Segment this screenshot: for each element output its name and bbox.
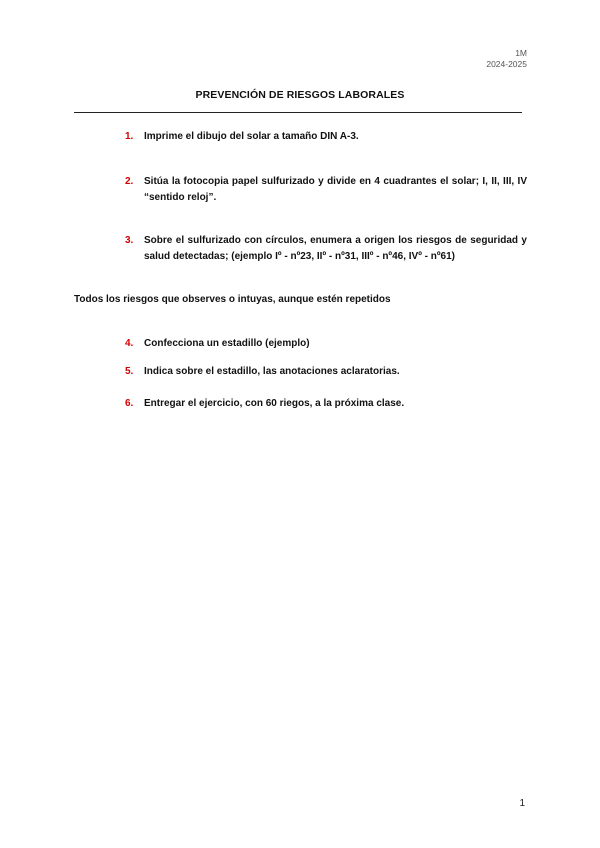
list-item-number: 5.: [125, 366, 134, 377]
note-text: Todos los riesgos que observes o intuyas, aunque estén repetidos: [74, 294, 391, 305]
list-item-number: 3.: [125, 235, 134, 246]
list-item-text: Sitúa la fotocopia papel sulfurizado y divide en 4 cuadrantes el solar; I, II, III, IV “sentido reloj”.: [144, 176, 527, 203]
school-year: 2024-2025: [486, 59, 527, 69]
list-item-text: Sobre el sulfurizado con círculos, enumera a origen los riesgos de seguridad y salud detectadas; (ejemplo Iº - nº23, IIº - nº31, IIIº - nº46, IVº - nº61): [144, 235, 527, 262]
list-item-6: [125, 396, 527, 412]
list-item-text: Entregar el ejercicio, con 60 riegos, a la próxima clase.: [144, 398, 405, 409]
list-item-number: 1.: [125, 131, 134, 142]
title-underline: [74, 112, 522, 113]
list-item-5: [125, 364, 527, 380]
list-item-1: [125, 129, 527, 145]
list-item-number: 4.: [125, 338, 134, 349]
list-item-text: Imprime el dibujo del solar a tamaño DIN A-3.: [144, 131, 359, 142]
list-item-number: 6.: [125, 398, 134, 409]
list-item-text: Confecciona un estadillo (ejemplo): [144, 338, 310, 349]
course-code: 1M: [515, 48, 527, 58]
list-item-3: [125, 233, 527, 264]
page-number: 1: [519, 798, 525, 809]
list-item-4: [125, 336, 527, 352]
page-title: PREVENCIÓN DE RIESGOS LABORALES: [195, 89, 405, 101]
list-item-number: 2.: [125, 176, 134, 187]
list-item-2: [125, 174, 527, 205]
header-info: [486, 48, 527, 70]
list-item-text: Indica sobre el estadillo, las anotaciones aclaratorias.: [144, 366, 400, 377]
